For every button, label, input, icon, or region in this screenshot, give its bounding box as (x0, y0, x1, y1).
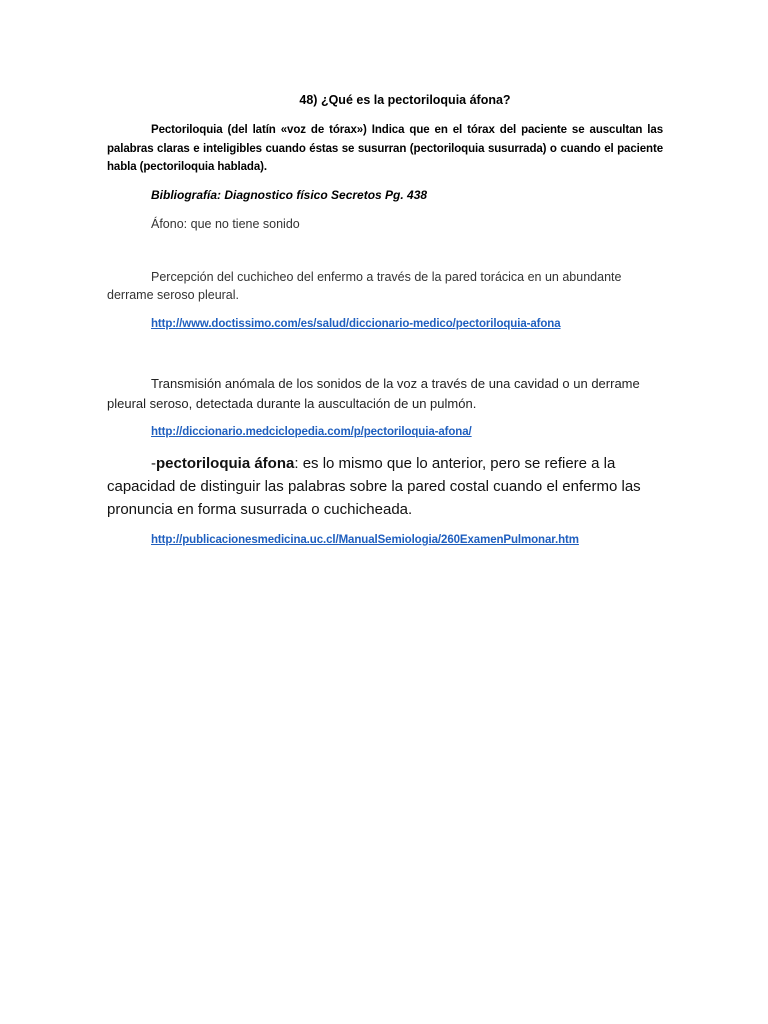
perception-paragraph: Percepción del cuchicheo del enfermo a través de la pared torácica en un abundante derrame seroso pleural. (107, 270, 622, 302)
uc-semiologia-link[interactable]: http://publicacionesmedicina.uc.cl/ManualSemiologia/260ExamenPulmonar.htm (151, 534, 579, 546)
medciclopedia-link[interactable]: http://diccionario.medciclopedia.com/p/pectoriloquia-afona/ (151, 426, 472, 438)
paragraph-dash: - (151, 455, 156, 472)
transmission-paragraph: Transmisión anómala de los sonidos de la voz a través de una cavidad o un derrame pleural seroso, detectada durante la auscultación de un pulmón. (107, 376, 640, 411)
pectoriloquia-afona-paragraph (107, 452, 667, 521)
doctissimo-link[interactable]: http://www.doctissimo.com/es/salud/diccionario-medico/pectoriloquia-afona (151, 318, 561, 330)
afono-definition: Áfono: que no tiene sonido (151, 217, 300, 231)
pectoriloquia-afona-term: pectoriloquia áfona (156, 455, 295, 472)
bibliography-reference: Bibliografía: Diagnostico físico Secretos Pg. 438 (151, 188, 428, 202)
question-title: 48) ¿Qué es la pectoriloquia áfona? (299, 93, 511, 107)
definition-paragraph: Pectoriloquia (del latín «voz de tórax») Indica que en el tórax del paciente se auscultan las palabras claras e inteligibles cuando éstas se susurran (pectoriloquia susurrada) o cuando el paciente habla (pectoriloquia hablada). (107, 124, 663, 173)
pectoriloquia-afona-description: : es lo mismo que lo anterior, pero se refiere a la capacidad de distinguir las palabras sobre la pared costal cuando el enfermo las pronuncia en forma susurrada o cuchicheada. (107, 455, 641, 518)
